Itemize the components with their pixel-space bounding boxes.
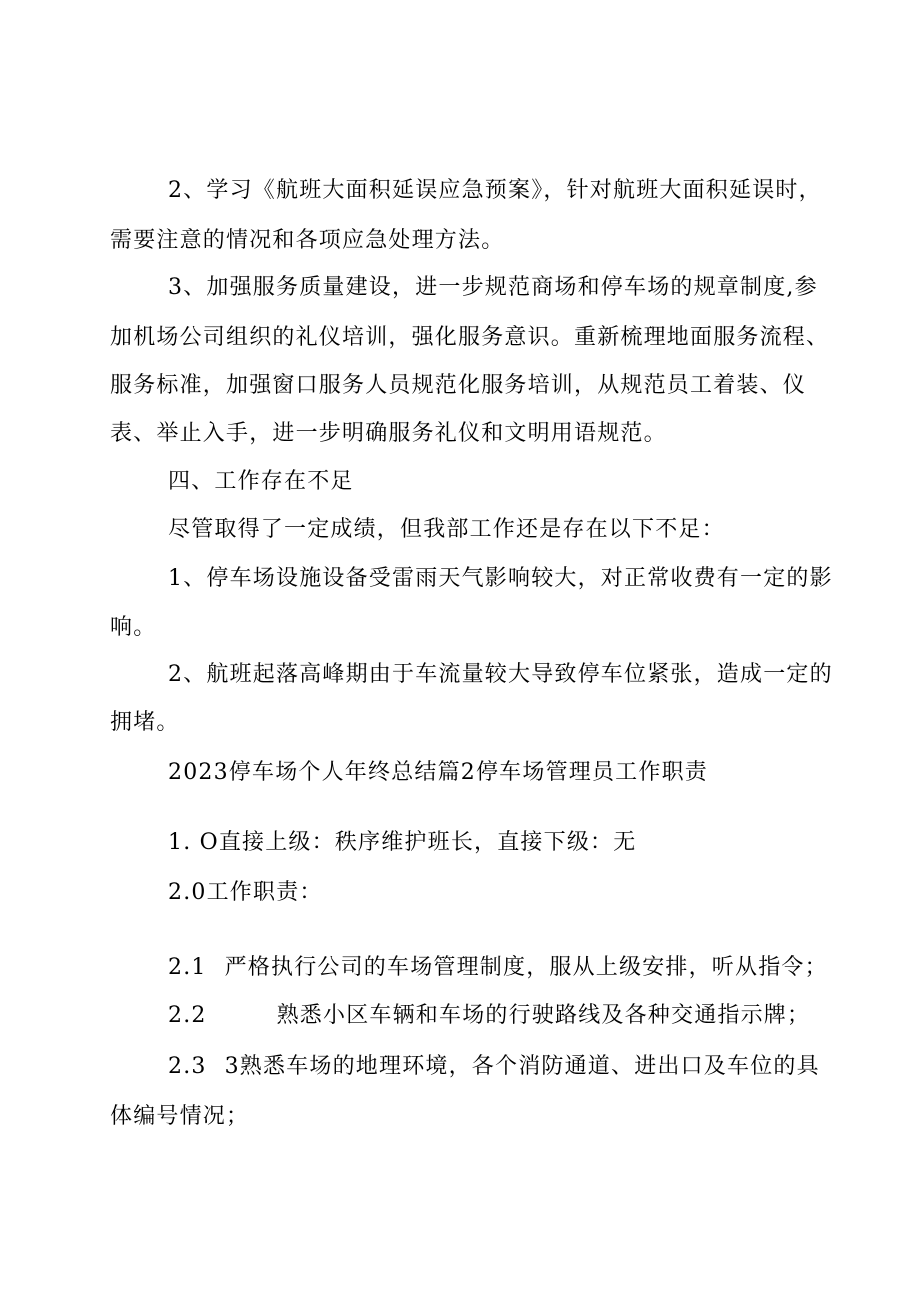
paragraph-line: 1、停车场设施设备受雷雨天气影响较大，对正常收费有一定的影: [168, 566, 833, 591]
paragraph-line: 体编号情况；: [110, 1104, 250, 1129]
paragraph-line: 2、航班起落高峰期由于车流量较大导致停车位紧张，造成一定的: [168, 662, 833, 687]
section-heading: 四、工作存在不足: [168, 469, 354, 494]
paragraph-line: 表、举止入手，进一步明确服务礼仪和文明用语规范。: [110, 421, 667, 446]
paragraph-line: 需要注意的情况和各项应急处理方法。: [110, 228, 505, 253]
paragraph-line: 1. O直接上级：秩序维护班长，直接下级：无: [168, 830, 637, 855]
numbered-item: [168, 956, 833, 980]
paragraph-line: 尽管取得了一定成绩，但我部工作还是存在以下不足：: [168, 517, 725, 542]
numbered-item: [168, 1004, 833, 1028]
paragraph-line: 响。: [110, 615, 157, 640]
paragraph-line: 2、学习《航班大面积延误应急预案》，针对航班大面积延误时，: [168, 178, 822, 203]
subtitle-line: 2023停车场个人年终总结篇2停车场管理员工作职责: [168, 760, 708, 785]
paragraph-line: 3、加强服务质量建设，进一步规范商场和停车场的规章制度,参: [168, 275, 818, 300]
paragraph-line: 2.0工作职责：: [168, 880, 323, 905]
paragraph-line: 服务标准，加强窗口服务人员规范化服务培训，从规范员工着装、仪: [110, 373, 807, 398]
item-text: 3熟悉车场的地理环境，各个消防通道、进出口及车位的具: [224, 1054, 820, 1079]
paragraph-line: 拥堵。: [110, 710, 180, 735]
item-number: 2.2: [168, 1003, 207, 1028]
paragraph-line: 加机场公司组织的礼仪培训，强化服务意识。重新梳理地面服务流程、: [110, 325, 830, 350]
item-text: 熟悉小区车辆和车场的行驶路线及各种交通指示牌；: [276, 1003, 811, 1028]
numbered-item: [168, 1055, 833, 1079]
item-number: 2.3: [168, 1054, 207, 1079]
item-number: 2.1: [168, 955, 207, 980]
item-text: 严格执行公司的车场管理制度，服从上级安排，听从指令；: [224, 955, 828, 980]
